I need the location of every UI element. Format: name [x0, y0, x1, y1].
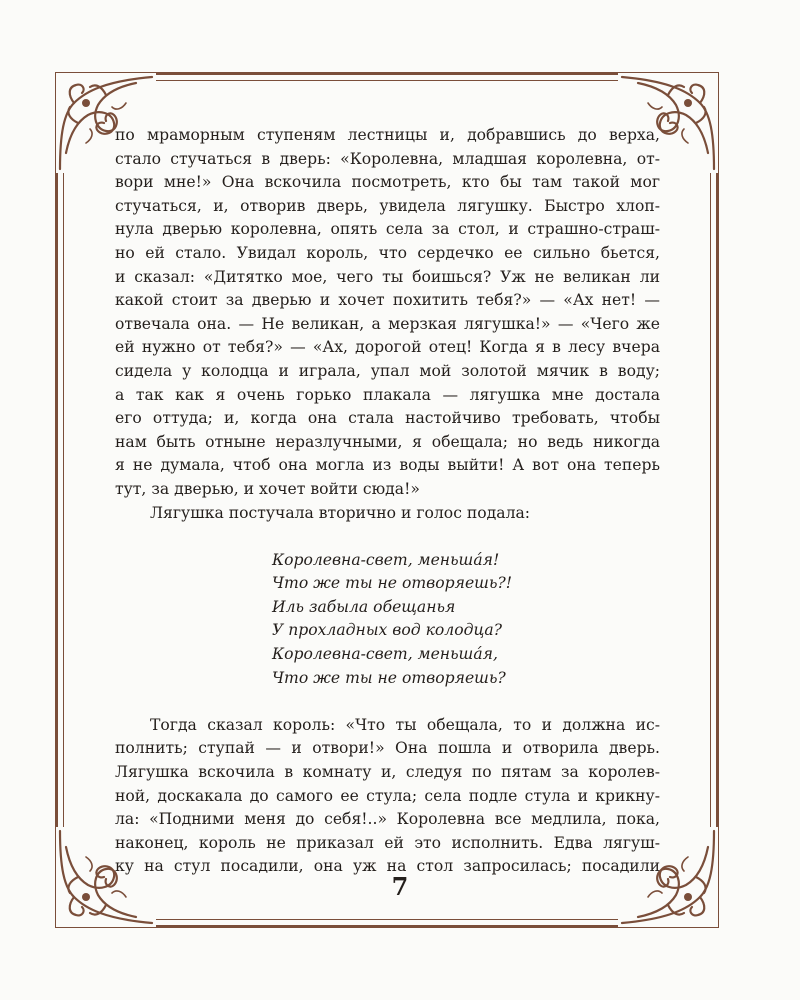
text-line: стучаться, и, отворив дверь, увидела лягушку. Быстро хлоп- [115, 196, 660, 215]
paragraph-start-line: Тогда сказал король: «Что ты обещала, то и должна ис- [150, 715, 660, 734]
text-line: стало стучаться в дверь: «Королевна, младшая королевна, от- [115, 149, 660, 168]
text-line: сидела у колодца и играла, упал мой золотой мячик в воду; [115, 361, 660, 380]
text-line: Лягушка вскочила в комнату и, следуя по пятам за королев- [115, 763, 660, 782]
page-body-text [115, 124, 660, 879]
text-line: вори мне!» Она вскочила посмотреть, кто бы там такой мог [115, 173, 660, 192]
text-line: но ей стало. Увидал король, что сердечко ее сильно бьется, [115, 243, 660, 262]
text-line: ку на стул посадили, она уж на стол запросилась; посадили [115, 857, 660, 876]
stanza-gap [115, 690, 660, 714]
verse-line: Что же ты не отворяешь? [272, 668, 506, 687]
text-line: какой стоит за дверью и хочет похитить тебя?» — «Ах нет! — [115, 291, 660, 310]
verse-line: Что же ты не отворяешь?! [272, 574, 513, 593]
verse-line: Королевна-свет, меньша́я! [272, 550, 500, 569]
verse-line: Королевна-свет, меньша́я, [272, 645, 498, 664]
text-line: полнить; ступай — и отвори!» Она пошла и отворила дверь. [115, 739, 660, 758]
text-line: ла: «Подними меня до себя!..» Королевна все медлила, пока, [115, 810, 660, 829]
text-line: нам быть отныне неразлучными, я обещала; но ведь никогда [115, 432, 660, 451]
stanza-gap [115, 525, 660, 549]
verse-line: Иль забыла обещанья [272, 597, 456, 616]
verse-line: У прохладных вод колодца? [272, 621, 503, 640]
text-line: тут, за дверью, и хочет войти сюда!» [115, 479, 420, 498]
text-line: и сказал: «Дитятко мое, чего ты боишься? Уж не великан ли [115, 267, 660, 286]
text-line: наконец, король не приказал ей это исполнить. Едва лягуш- [115, 833, 660, 852]
text-line: его оттуда; и, когда она стала настойчиво требовать, чтобы [115, 409, 660, 428]
page-number: 7 [391, 872, 409, 901]
paragraph-start-line: Лягушка постучала вторично и голос подала: [150, 503, 531, 522]
text-line: по мраморным ступеням лестницы и, добравшись до верха, [115, 126, 660, 144]
text-line: ей нужно от тебя?» — «Ах, дорогой отец! Когда я в лесу вчера [115, 338, 660, 357]
text-line: ной, доскакала до самого ее стула; села подле стула и крикну- [115, 786, 660, 805]
text-line: нула дверью королевна, опять села за стол, и страшно-страш- [115, 220, 660, 239]
text-line: я не думала, чтоб она могла из воды выйти! А вот она теперь [115, 456, 660, 475]
text-line: отвечала она. — Не великан, а мерзкая лягушка!» — «Чего же [115, 314, 660, 333]
text-line: а так как я очень горько плакала — лягушка мне достала [115, 385, 660, 404]
